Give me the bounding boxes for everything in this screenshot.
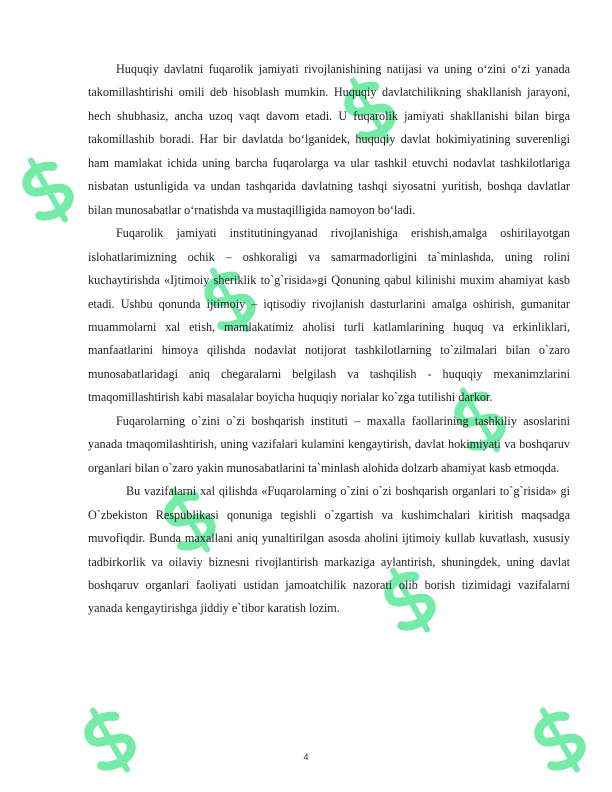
page-number: 4 bbox=[303, 752, 309, 762]
paragraph-1: Huquqiy davlatni fuqarolik jamiyati rivojlanishining natijasi va uning o‘zini o‘zi yanada takomillashtirishi omili deb hisoblash mumkin. Huquqiy davlatchilikning shakllanish jarayoni, hech shubhasiz, ancha uzoq vaqt davom etadi. U fuqarolik jamiyati shakllanishi bilan birga takomillashib boradi. Har bir davlatda bo‘lganidek, huquqiy davlat hokimiyatining suverenligi ham mamlakat ichida uning barcha fuqarolarga va ular tashkil etuvchi nodavlat tashkilotlariga nisbatan ustunligida va undan tashqarida davlatning tashqi siyosatni yuritish, boshqa davlatlar bilan munosabatlar o‘rnatishda va mustaqilligida namoyon bo‘ladi. bbox=[88, 62, 570, 217]
watermark-icon bbox=[520, 700, 600, 780]
watermark-icon bbox=[8, 150, 88, 230]
paragraph-4: Bu vazifalarni xal qilishda «Fuqarolarning o`zini o`zi boshqarish organlari to`g`risida» gi O`zbekiston Respublikasi qonuniga tegishli o`zgartish va kushimchalari kiritish maqsadga muvofiqdir. Bunda maxallani aniq yunaltirilgan asosda aholini ijtimoiy kullab kuvatlash, xususiy tadbirkorlik va oilaviy biznesni rivojlantirish markaziga aylantirish, shuningdek, uning davlat boshqaruv organlari faoliyati ustidan jamoatchilik nazorati olib borish tizimidagi vazifalarni yanada kengaytirishga jiddiy e`tibor karatish lozim. bbox=[88, 484, 570, 616]
paragraph-3: Fuqarolarning o`zini o`zi boshqarish instituti – maxalla faollarining tashkiliy asoslarini yanada tmaqomilashtirish, uning vazifalari kulamini kengaytirish, davlat hokimiyati va boshqaruv organlari bilan o`zaro yakin munosabatlarini ta`minlash alohida dolzarb ahamiyat kasb etmoqda. bbox=[88, 413, 570, 475]
body-text bbox=[88, 58, 570, 621]
watermark-icon bbox=[70, 700, 150, 780]
paragraph-2: Fuqarolik jamiyati institutiningyanad rivojlanishiga erishish,amalga oshirilayotgan islohatlarimizning ochik – oshkoraligi va samarmadorligini ta`minlashda, uning rolini kuchaytirishda «Ijtimoiy sheriklik to`g`risida»gi Qonuning qabul kilinishi muxim ahamiyat kasb etadi. Ushbu qonunda ijtimoiy – iqtisodiy rivojlanish dasturlarini amalga oshirish, gumanitar muammolarni xal etish, mamlakatimiz aholisi turli katlamlarining huquq va erkinliklari, manfaatlarini himoya qilishda nodavlat notijorat tashkilotlarning to`zilmalari bilan o`zaro munosabatlaridagi aniq chegaralarni belgilash va tashqilish - huquqiy mexanimzlarini tmaqomillashtirish kabi masalalar boyicha huquqiy norialar ko`zga tutilishi darkor. bbox=[88, 226, 570, 405]
